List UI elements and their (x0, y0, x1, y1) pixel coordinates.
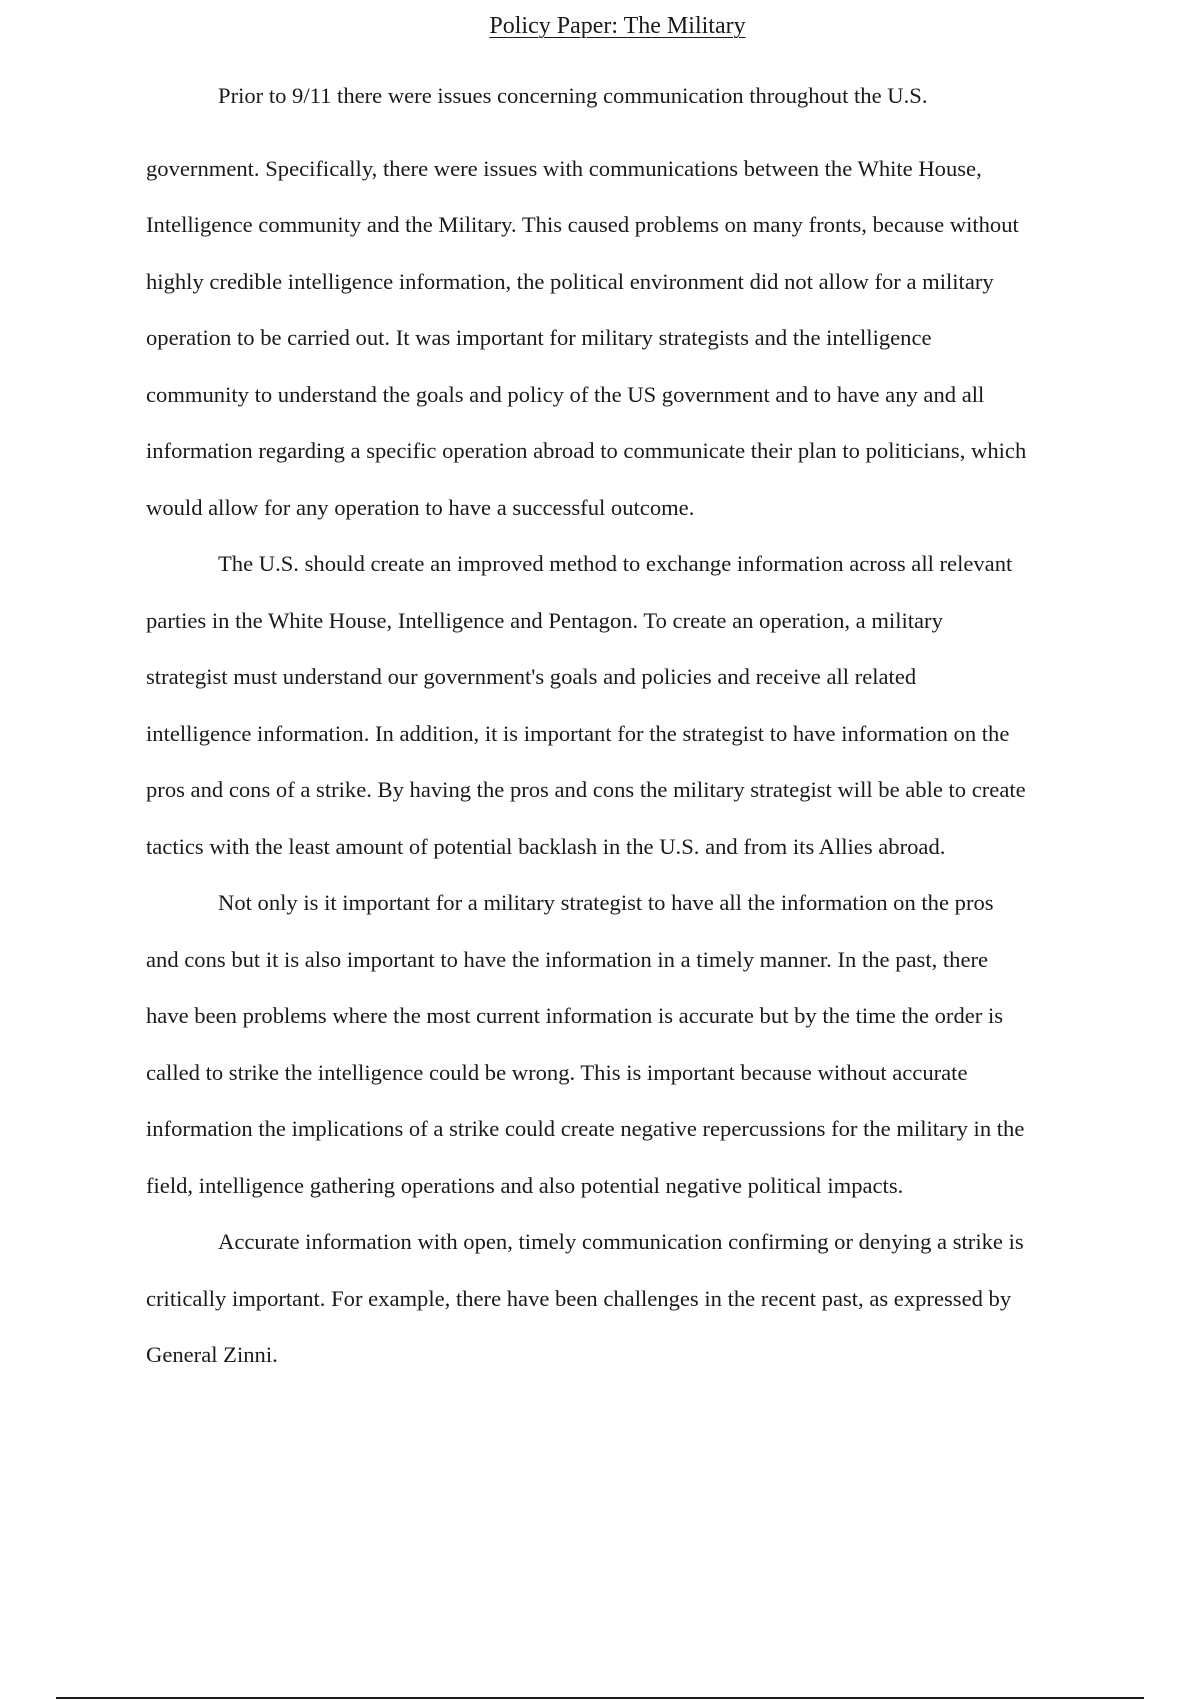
paragraph-line: and cons but it is also important to have the information in a timely manner. In the past, there (146, 946, 989, 972)
document-body (146, 68, 1106, 1384)
paragraph-line: government. Specifically, there were issues with communications between the White House, (146, 155, 982, 181)
footer-rule (56, 1697, 1144, 1699)
document-title: Policy Paper: The Military (489, 13, 746, 39)
paragraph-line: have been problems where the most current information is accurate but by the time the order is (146, 1003, 1004, 1028)
paragraph-line: Accurate information with open, timely communication confirming or denying a strike is (218, 1229, 1024, 1254)
paragraph-line: critically important. For example, there have been challenges in the recent past, as expressed by (146, 1285, 1012, 1311)
paragraph-line: information the implications of a strike could create negative repercussions for the military in the (146, 1116, 1025, 1141)
paragraph-line: operation to be carried out. It was important for military strategists and the intelligence (146, 325, 932, 350)
paragraph-line: The U.S. should create an improved method to exchange information across all relevant (218, 551, 1013, 576)
paragraph-line: parties in the White House, Intelligence and Pentagon. To create an operation, a military (146, 607, 943, 633)
paragraph-line: would allow for any operation to have a successful outcome. (146, 494, 695, 520)
paragraph-line: field, intelligence gathering operations and also potential negative political impacts. (146, 1172, 904, 1198)
paragraph-line: intelligence information. In addition, it is important for the strategist to have information on the (146, 720, 1010, 746)
paragraph-line: Not only is it important for a military strategist to have all the information on the pros (218, 890, 994, 915)
paragraph-line: Intelligence community and the Military. This caused problems on many fronts, because without (146, 212, 1019, 237)
paragraph-line: pros and cons of a strike. By having the pros and cons the military strategist will be able to create (146, 777, 1026, 802)
paragraph-line: called to strike the intelligence could be wrong. This is important because without accurate (146, 1059, 968, 1085)
paragraph-line: General Zinni. (146, 1342, 278, 1367)
paragraph-line: strategist must understand our government's goals and policies and receive all related (146, 664, 917, 689)
paragraph-line: information regarding a specific operation abroad to communicate their plan to politicians, which (146, 438, 1027, 463)
paragraph-line: community to understand the goals and policy of the US government and to have any and all (146, 381, 985, 407)
paragraph-line: Prior to 9/11 there were issues concerning communication throughout the U.S. (218, 83, 928, 108)
paragraph-line: highly credible intelligence information, the political environment did not allow for a military (146, 268, 994, 294)
paragraph-line: tactics with the least amount of potential backlash in the U.S. and from its Allies abroad. (146, 833, 946, 859)
